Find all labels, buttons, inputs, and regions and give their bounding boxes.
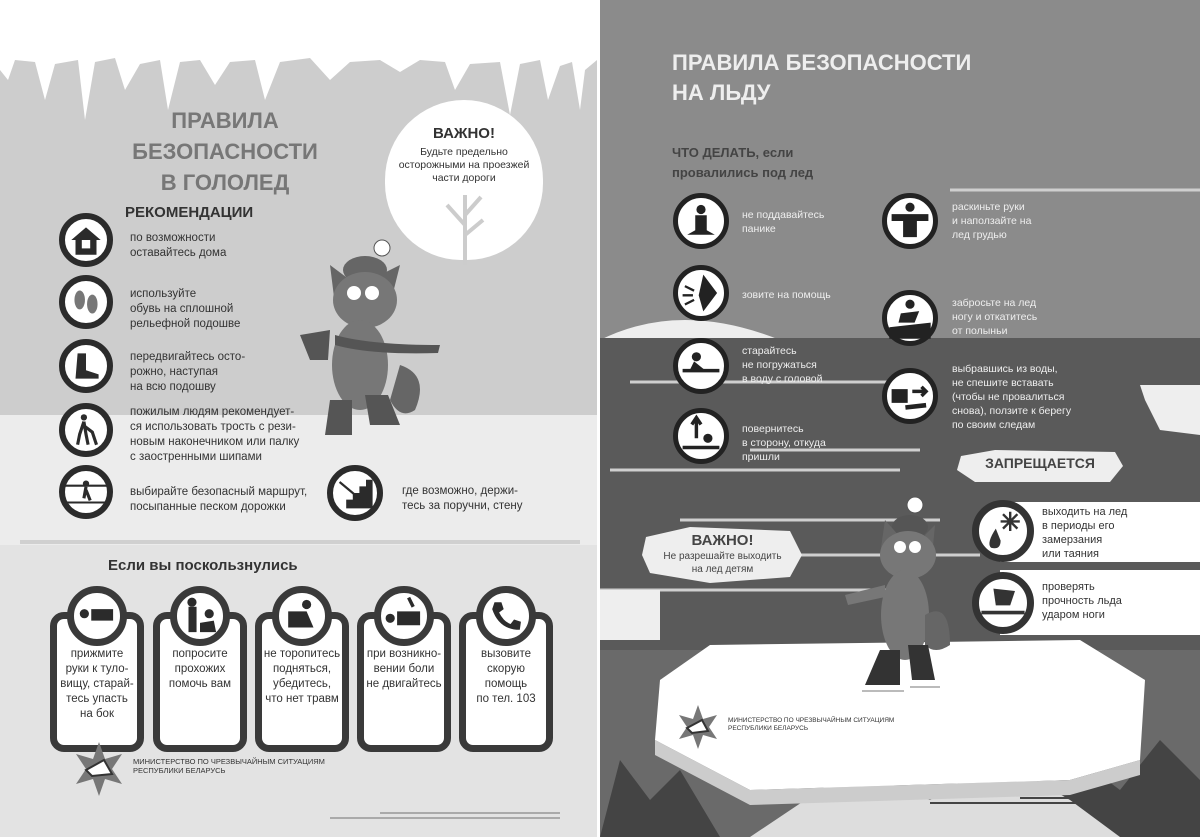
recommendation-text: по возможности оставайтесь дома xyxy=(130,232,227,259)
shout-icon xyxy=(673,265,729,321)
subtitle: ЧТО ДЕЛАТЬ, если провалились под лед xyxy=(672,145,814,180)
step-text: повернитесь в сторону, откуда пришли xyxy=(742,423,826,463)
important-text: Будьте предельно осторожными на проезжей части дороги xyxy=(398,146,530,184)
forbidden-text: выходить на лед в периоды его замерзания или таяния xyxy=(1042,506,1128,560)
swimmer-icon xyxy=(673,338,729,394)
ask-help-icon xyxy=(170,586,230,646)
house-icon xyxy=(59,213,113,267)
card-text: прижмите руки к туло- вищу, старай- тесь упасть на бок xyxy=(60,648,134,720)
important-heading: ВАЖНО! xyxy=(691,532,754,549)
important-text: Не разрешайте выходить на лед детям xyxy=(663,551,782,575)
divider xyxy=(20,540,580,544)
cat-on-skates-illustration xyxy=(840,495,970,705)
recommendation-text: где возможно, держи- тесь за поручни, стену xyxy=(402,485,523,512)
step-text: старайтесь не погружаться в воду с головой xyxy=(742,345,823,385)
turn-back-icon xyxy=(673,408,729,464)
step-text: не поддавайтесь панике xyxy=(742,209,825,235)
poster-title: ПРАВИЛА БЕЗОПАСНОСТИ НА ЛЬДУ xyxy=(672,50,972,105)
important-heading: ВАЖНО! xyxy=(433,125,495,142)
card-text: при возникно- вении боли не двигайтесь xyxy=(366,648,442,690)
ministry-emblem-icon xyxy=(72,742,126,796)
recommendations-heading: РЕКОМЕНДАЦИИ xyxy=(125,204,254,221)
step-text: зовите на помощь xyxy=(742,289,831,301)
boot-icon xyxy=(59,339,113,393)
step-text: раскиньте руки и наползайте на лед грудью xyxy=(952,201,1032,241)
poster-title: ПРАВИЛА БЕЗОПАСНОСТИ В ГОЛОЛЕД xyxy=(132,108,318,195)
get-up-slowly-icon xyxy=(272,586,332,646)
fine-print xyxy=(930,802,1190,804)
forbidden-text: проверять прочность льда ударом ноги xyxy=(1042,581,1122,621)
card-text: не торопитесь подняться, убедитесь, что нет травм xyxy=(263,648,341,705)
pain-icon xyxy=(374,586,434,646)
cane-icon xyxy=(59,403,113,457)
ministry-emblem-icon xyxy=(676,705,720,749)
sanded-path-icon xyxy=(59,465,113,519)
cat-mascot-illustration xyxy=(290,235,460,445)
ministry-name: МИНИСТЕРСТВО ПО ЧРЕЗВЫЧАЙНЫМ СИТУАЦИЯМ РЕСПУБЛИКИ БЕЛАРУСЬ xyxy=(728,717,895,732)
stomp-ice-icon xyxy=(972,572,1034,634)
footprints-icon xyxy=(59,275,113,329)
handrail-stairs-icon xyxy=(327,465,383,521)
card-text: вызовите скорую помощь по тел. 103 xyxy=(476,648,536,705)
calm-icon xyxy=(673,193,729,249)
ice-safety-poster-ice xyxy=(600,0,1200,837)
card-text: попросите прохожих помочь вам xyxy=(168,648,232,690)
recommendation-text: выбирайте безопасный маршрут, посыпанные песком дорожки xyxy=(130,486,308,513)
recommendation-text: используйте обувь на сплошной рельефной подошве xyxy=(130,288,241,330)
fall-on-side-icon xyxy=(67,586,127,646)
slipped-heading: Если вы поскользнулись xyxy=(108,557,298,574)
freeze-thaw-icon xyxy=(972,500,1034,562)
ice-safety-poster-glaze xyxy=(0,0,597,837)
spread-arms-icon xyxy=(882,193,938,249)
recommendation-text: пожилым людям рекомендует- ся использовать трость с рези- новым наконечником или палку с заостренными шипами xyxy=(130,406,300,463)
step-text: забросьте на лед ногу и откатитесь от полыньи xyxy=(952,297,1038,337)
forbidden-heading: ЗАПРЕЩАЕТСЯ xyxy=(985,455,1095,471)
fine-print xyxy=(1020,797,1190,799)
ministry-name: МИНИСТЕРСТВО ПО ЧРЕЗВЫЧАЙНЫМ СИТУАЦИЯМ РЕСПУБЛИКИ БЕЛАРУСЬ xyxy=(133,757,325,775)
fine-print xyxy=(380,812,560,814)
step-text: выбравшись из воды, не спешите вставать (чтобы не провалиться снова), ползите к берегу по своим следам xyxy=(952,363,1072,431)
crawl-to-shore-icon xyxy=(882,368,938,424)
phone-icon xyxy=(476,586,536,646)
recommendation-text: передвигайтесь осто- рожно, наступая на всю подошву xyxy=(130,351,246,393)
roll-away-icon xyxy=(882,290,938,346)
fine-print xyxy=(330,817,560,819)
